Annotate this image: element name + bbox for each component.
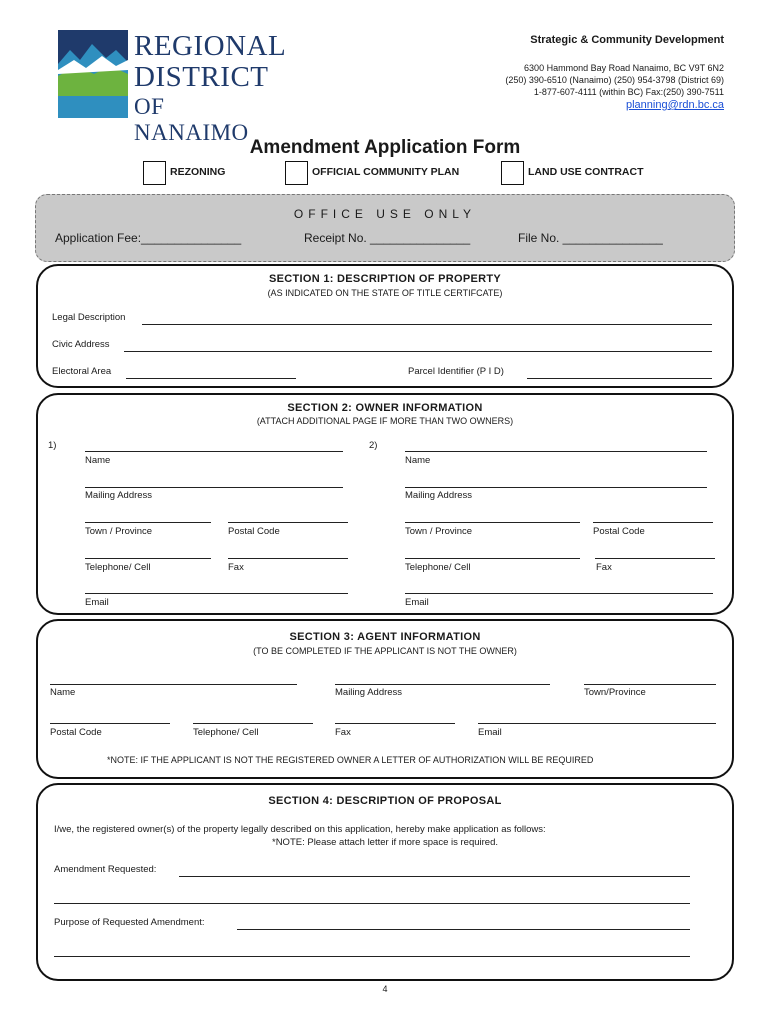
owner-1-email-label: Email xyxy=(85,597,109,608)
luc-checkbox[interactable] xyxy=(501,161,524,185)
owner-1-town-label: Town / Province xyxy=(85,526,153,537)
authorization-note: *NOTE: IF THE APPLICANT IS NOT THE REGISTERED OWNER A LETTER OF AUTHORIZATION WILL BE REQUIRED xyxy=(107,755,594,765)
owner-1-tel-line[interactable] xyxy=(85,558,211,559)
owner-2-tel-line[interactable] xyxy=(405,558,580,559)
owner-2-name-label: Name xyxy=(405,455,431,466)
agent-postal-label: Postal Code xyxy=(50,727,102,738)
owner-1-name-label: Name xyxy=(85,455,111,466)
page-title: Amendment Application Form xyxy=(249,137,521,158)
owner-1-number: 1) xyxy=(48,440,57,451)
owner-2-email-label: Email xyxy=(405,597,429,608)
logo-line3: OF NANAIMO xyxy=(134,94,249,145)
owner-1-postal-label: Postal Code xyxy=(228,526,280,537)
section-1-box xyxy=(36,264,734,388)
agent-tel-line[interactable] xyxy=(193,723,313,724)
application-fee-field[interactable]: Application Fee:_______________ xyxy=(55,231,242,245)
file-no-field[interactable]: File No. _______________ xyxy=(518,231,663,245)
owner-2-postal-label: Postal Code xyxy=(593,526,645,537)
electoral-area-line[interactable] xyxy=(126,378,296,379)
section-3-title: SECTION 3: AGENT INFORMATION xyxy=(289,631,481,643)
purpose-line-2[interactable] xyxy=(54,956,690,957)
agent-town-label: Town/Province xyxy=(584,687,646,698)
rezoning-label: REZONING xyxy=(170,166,226,178)
section-4-box xyxy=(36,783,734,981)
agent-town-line[interactable] xyxy=(584,684,716,685)
pid-label: Parcel Identifier (P I D) xyxy=(408,366,504,377)
ocp-label: OFFICIAL COMMUNITY PLAN xyxy=(312,166,460,178)
pid-line[interactable] xyxy=(527,378,712,379)
agent-email-line[interactable] xyxy=(478,723,716,724)
logo-mark xyxy=(58,30,128,120)
owner-1-tel-label: Telephone/ Cell xyxy=(85,562,151,573)
agent-fax-line[interactable] xyxy=(335,723,455,724)
section-1-title: SECTION 1: DESCRIPTION OF PROPERTY xyxy=(268,273,502,285)
owner-1-town-line[interactable] xyxy=(85,522,211,523)
section-2-box xyxy=(36,393,734,615)
agent-mailing-label: Mailing Address xyxy=(335,687,403,698)
agent-name-line[interactable] xyxy=(50,684,297,685)
section-2-title: SECTION 2: OWNER INFORMATION xyxy=(287,402,483,414)
address: 6300 Hammond Bay Road Nanaimo, BC V9T 6N2 xyxy=(524,63,724,73)
owner-2-fax-line[interactable] xyxy=(595,558,715,559)
section-1-subtitle: (AS INDICATED ON THE STATE OF TITLE CERTIFCATE) xyxy=(267,288,503,298)
office-use-title: OFFICE USE ONLY xyxy=(293,207,477,221)
logo-line2: DISTRICT xyxy=(134,61,269,93)
rezoning-checkbox[interactable] xyxy=(143,161,166,185)
legal-description-line[interactable] xyxy=(142,324,712,325)
purpose-label: Purpose of Requested Amendment: xyxy=(54,917,205,928)
logo xyxy=(58,30,287,145)
owner-2-postal-line[interactable] xyxy=(593,522,713,523)
owner-2-mailing-line[interactable] xyxy=(405,487,707,488)
phone-line-2: 1-877-607-4111 (within BC) Fax:(250) 390-7511 xyxy=(533,87,724,97)
amendment-requested-label: Amendment Requested: xyxy=(54,864,157,875)
owner-2-number: 2) xyxy=(369,440,378,451)
ocp-checkbox[interactable] xyxy=(285,161,308,185)
owner-2-fax-label: Fax xyxy=(596,562,612,573)
amendment-requested-line-2[interactable] xyxy=(54,903,690,904)
electoral-area-label: Electoral Area xyxy=(52,366,112,377)
owner-1-mailing-label: Mailing Address xyxy=(85,490,153,501)
agent-email-label: Email xyxy=(478,727,502,738)
owner-2-tel-label: Telephone/ Cell xyxy=(405,562,471,573)
agent-mailing-line[interactable] xyxy=(335,684,550,685)
agent-name-label: Name xyxy=(50,687,76,698)
section-3-box xyxy=(36,619,734,779)
section-3-subtitle: (TO BE COMPLETED IF THE APPLICANT IS NOT THE OWNER) xyxy=(253,646,517,656)
department-name: Strategic & Community Development xyxy=(530,34,724,46)
owner-1-postal-line[interactable] xyxy=(228,522,348,523)
owner-1-email-line[interactable] xyxy=(85,593,348,594)
civic-address-line[interactable] xyxy=(124,351,712,352)
agent-tel-label: Telephone/ Cell xyxy=(193,727,259,738)
section-4-title: SECTION 4: DESCRIPTION OF PROPOSAL xyxy=(268,795,502,807)
logo-line1: REGIONAL xyxy=(134,30,287,62)
owner-2-town-line[interactable] xyxy=(405,522,580,523)
receipt-no-field[interactable]: Receipt No. _______________ xyxy=(304,231,471,245)
civic-address-label: Civic Address xyxy=(52,339,110,350)
luc-label: LAND USE CONTRACT xyxy=(528,166,644,178)
amendment-requested-line[interactable] xyxy=(179,876,690,877)
proposal-intro: I/we, the registered owner(s) of the property legally described on this application, hereby make application as follows: xyxy=(54,824,546,835)
agent-postal-line[interactable] xyxy=(50,723,170,724)
phone-line-1: (250) 390-6510 (Nanaimo) (250) 954-3798 (District 69) xyxy=(505,75,724,85)
office-use-panel xyxy=(35,194,735,262)
owner-1-mailing-line[interactable] xyxy=(85,487,343,488)
owner-1-fax-line[interactable] xyxy=(228,558,348,559)
proposal-note: *NOTE: Please attach letter if more space is required. xyxy=(272,837,498,848)
section-2-subtitle: (ATTACH ADDITIONAL PAGE IF MORE THAN TWO OWNERS) xyxy=(256,416,514,426)
owner-2-name-line[interactable] xyxy=(405,451,707,452)
owner-2-email-line[interactable] xyxy=(405,593,713,594)
page-number: 4 xyxy=(382,984,388,994)
owner-2-town-label: Town / Province xyxy=(405,526,473,537)
email-link[interactable]: planning@rdn.bc.ca xyxy=(625,99,724,111)
agent-fax-label: Fax xyxy=(335,727,351,738)
owner-1-name-line[interactable] xyxy=(85,451,343,452)
legal-description-label: Legal Description xyxy=(52,312,126,323)
purpose-line[interactable] xyxy=(237,929,690,930)
owner-2-mailing-label: Mailing Address xyxy=(405,490,473,501)
owner-1-fax-label: Fax xyxy=(228,562,244,573)
